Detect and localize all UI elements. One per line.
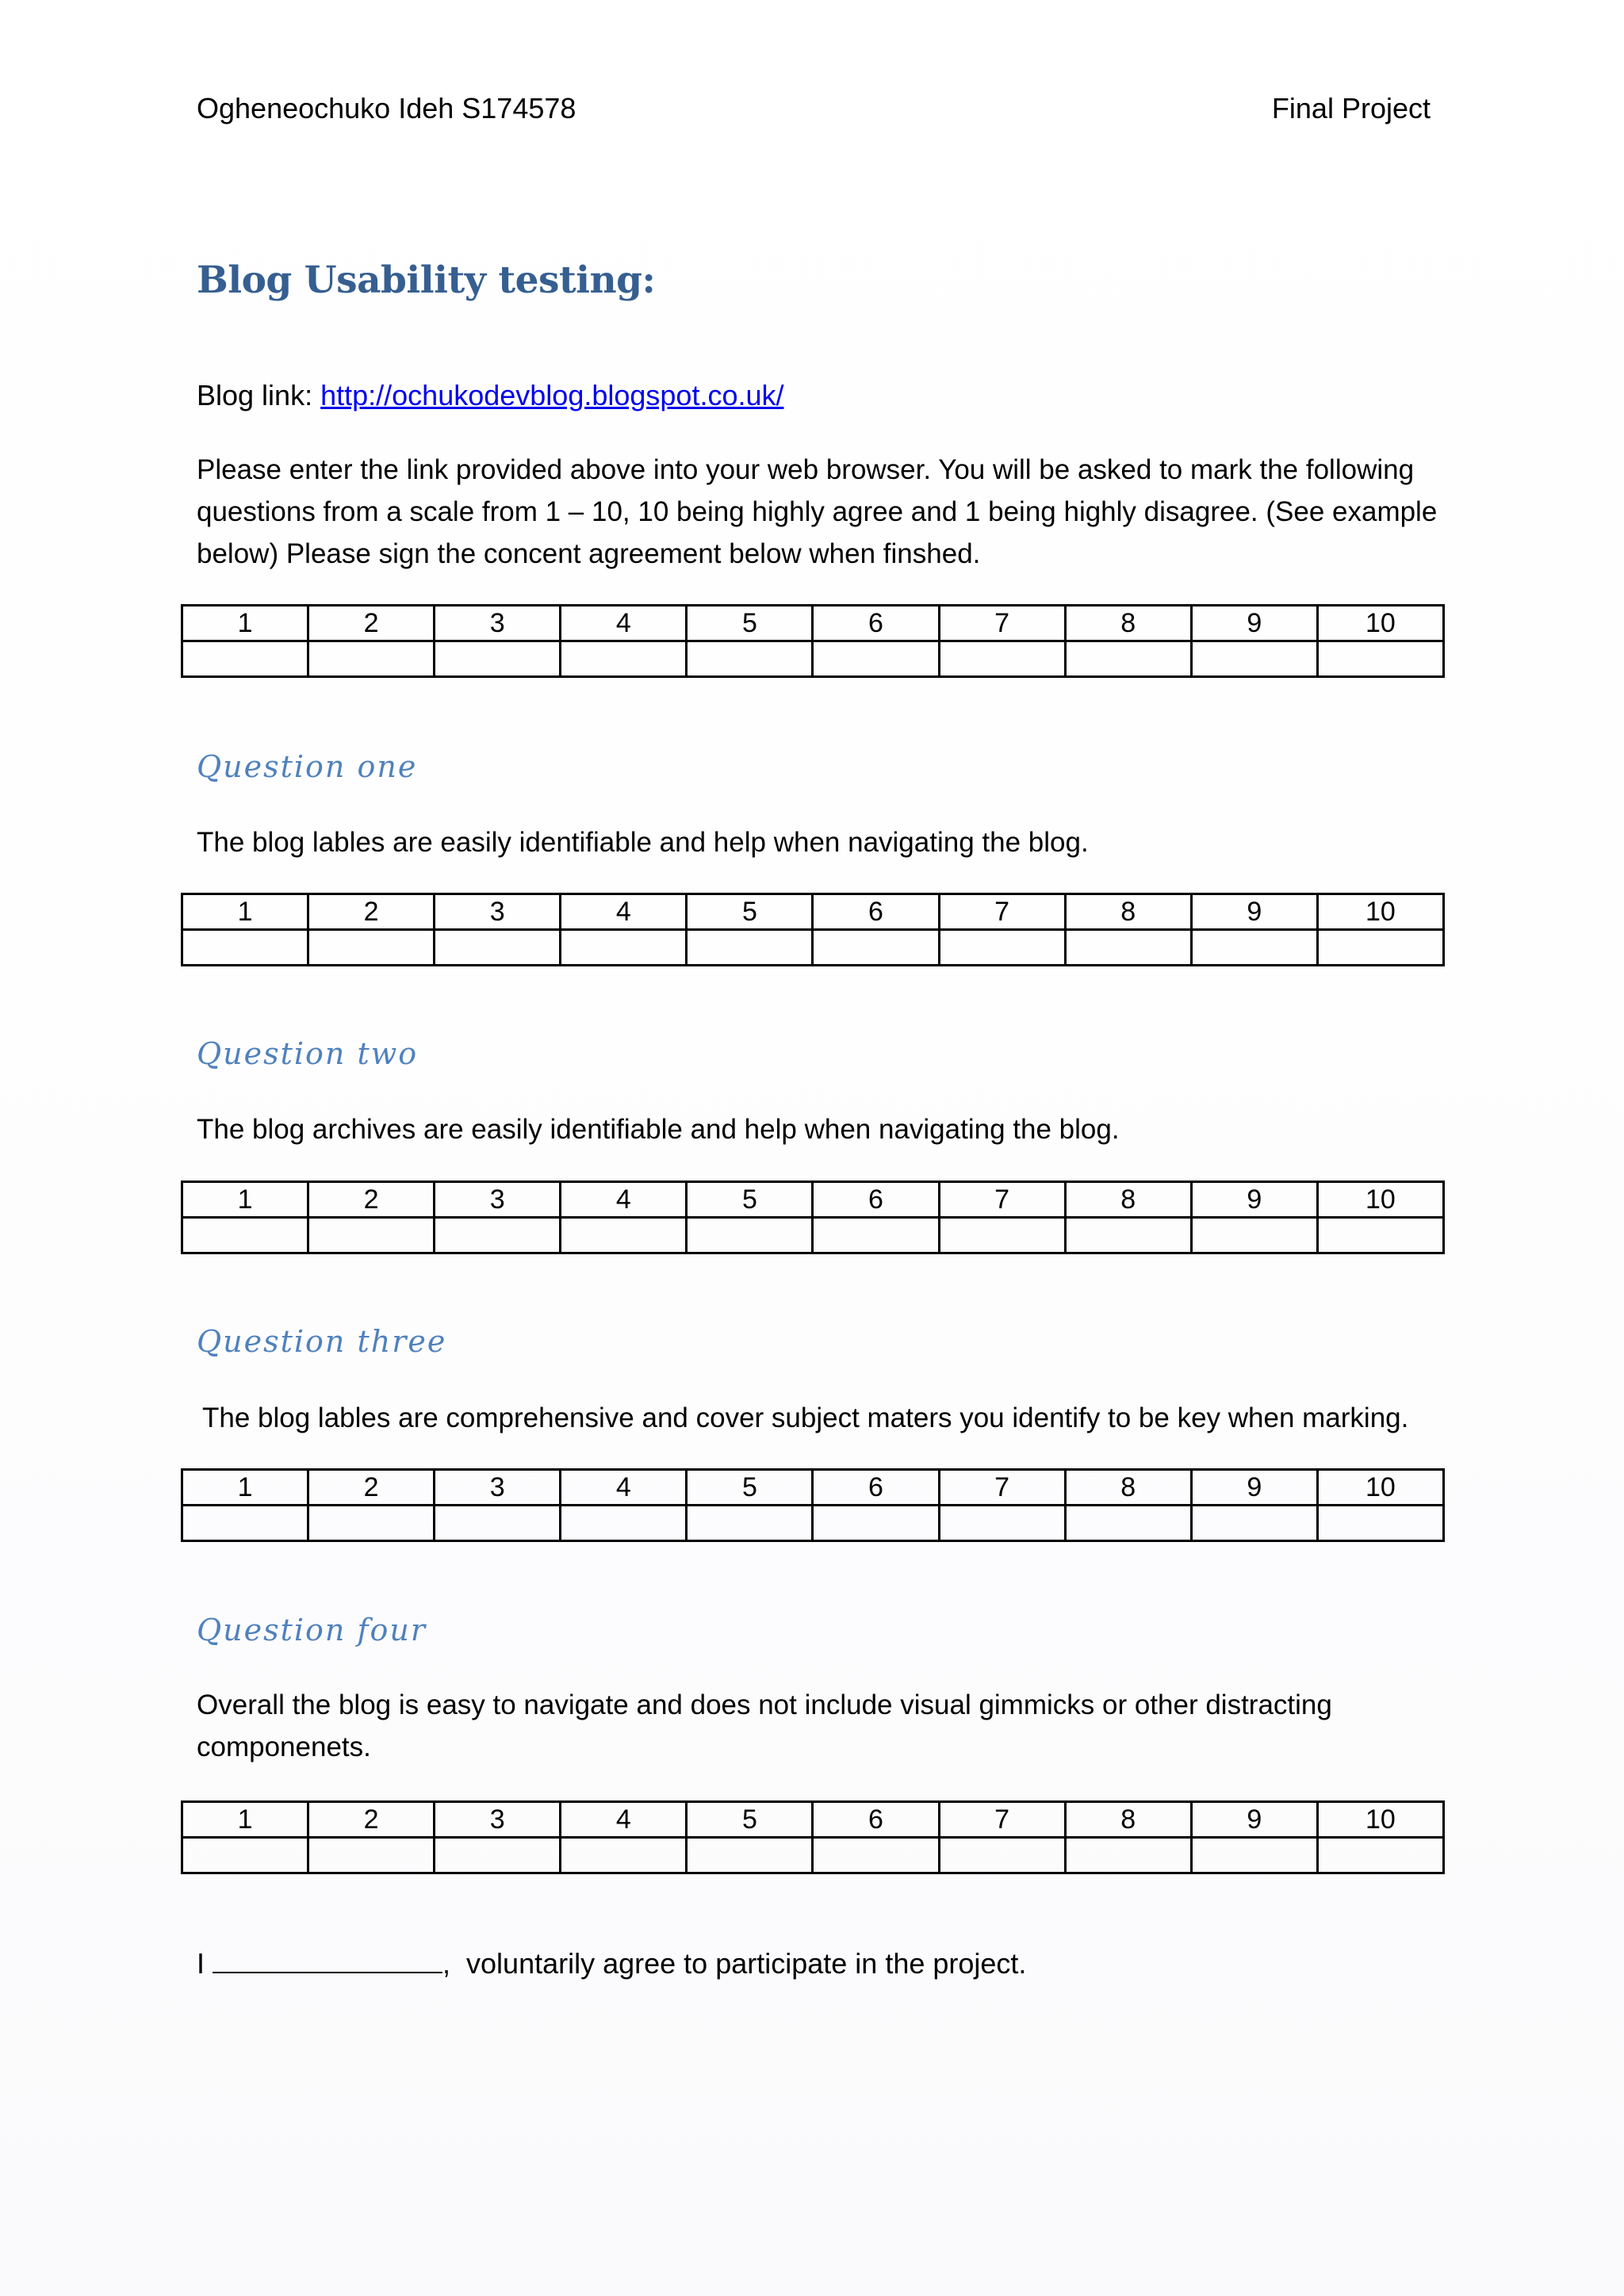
answer-cell[interactable] [1065,1838,1191,1873]
question-three-text: The blog lables are comprehensive and cover subject maters you identify to be key when marking. [202,1402,1409,1433]
answer-cell[interactable] [1065,641,1191,677]
scale-label: 4 [561,1470,687,1506]
scale-label: 3 [435,606,561,641]
scale-label: 1 [182,1182,308,1218]
scale-answer-row [182,1838,1444,1873]
answer-cell[interactable] [1191,1506,1317,1541]
answer-cell[interactable] [435,1838,561,1873]
scale-label: 8 [1065,606,1191,641]
scale-label: 9 [1191,1182,1317,1218]
answer-cell[interactable] [1191,930,1317,966]
scale-label: 4 [561,1802,687,1838]
answer-cell[interactable] [182,641,308,677]
scale-label: 9 [1191,1802,1317,1838]
answer-cell[interactable] [308,1838,435,1873]
scale-label: 2 [308,1182,435,1218]
scale-label: 1 [182,1470,308,1506]
scale-label: 1 [182,894,308,930]
answer-cell[interactable] [435,930,561,966]
scale-label: 6 [813,1182,939,1218]
answer-cell[interactable] [1065,930,1191,966]
answer-cell[interactable] [813,1218,939,1253]
scale-answer-row [182,930,1444,966]
answer-cell[interactable] [813,1838,939,1873]
scale-answer-row [182,641,1444,677]
answer-cell[interactable] [687,641,813,677]
answer-cell[interactable] [1317,1218,1443,1253]
answer-cell[interactable] [435,1218,561,1253]
scale-label: 4 [561,1182,687,1218]
answer-cell[interactable] [182,1838,308,1873]
answer-cell[interactable] [435,1506,561,1541]
scale-label: 10 [1317,1182,1443,1218]
scale-label: 5 [687,1802,813,1838]
instructions-paragraph: Please enter the link provided above into your web browser. You will be asked to mark the following questions from a scale from 1 – 10, 10 being highly agree and 1 being highly disagree. (See example below) Please sign the concent agreement below when finshed. [197,454,1438,569]
scale-label: 10 [1317,1802,1443,1838]
answer-cell[interactable] [308,1218,435,1253]
question-two-text: The blog archives are easily identifiable and help when navigating the blog. [197,1114,1120,1145]
answer-cell[interactable] [939,930,1065,966]
consent-statement [197,1947,1026,1980]
scale-answer-row [182,1506,1444,1541]
answer-cell[interactable] [1317,1506,1443,1541]
answer-cell[interactable] [813,930,939,966]
question-four-scale-table [181,1800,1445,1874]
scale-label: 3 [435,1470,561,1506]
answer-cell[interactable] [1191,641,1317,677]
scale-label: 6 [813,606,939,641]
scale-label: 8 [1065,1802,1191,1838]
answer-cell[interactable] [687,1218,813,1253]
scale-label: 9 [1191,1470,1317,1506]
scale-label: 2 [308,1470,435,1506]
answer-cell[interactable] [1191,1838,1317,1873]
question-two-heading: Question two [197,1036,419,1071]
scale-label: 7 [939,1182,1065,1218]
scale-label: 10 [1317,1470,1443,1506]
header-project: Final Project [1271,92,1431,124]
answer-cell[interactable] [1065,1218,1191,1253]
answer-cell[interactable] [308,641,435,677]
question-three-scale-table [181,1468,1445,1542]
answer-cell[interactable] [939,641,1065,677]
answer-cell[interactable] [687,1506,813,1541]
scale-label: 3 [435,1182,561,1218]
scale-label: 7 [939,1470,1065,1506]
scale-label: 2 [308,606,435,641]
scale-label: 6 [813,1802,939,1838]
answer-cell[interactable] [939,1838,1065,1873]
scale-label: 6 [813,1470,939,1506]
question-two-scale-table [181,1181,1445,1254]
scale-label: 5 [687,606,813,641]
scale-label: 7 [939,894,1065,930]
scale-label: 2 [308,894,435,930]
scale-label: 1 [182,1802,308,1838]
scale-label: 8 [1065,1182,1191,1218]
answer-cell[interactable] [687,1838,813,1873]
answer-cell[interactable] [308,1506,435,1541]
scale-header-row [182,1182,1444,1218]
question-four-heading: Question four [197,1613,427,1647]
scale-label: 3 [435,1802,561,1838]
answer-cell[interactable] [1065,1506,1191,1541]
scale-label: 1 [182,606,308,641]
answer-cell[interactable] [939,1218,1065,1253]
answer-cell[interactable] [561,1218,687,1253]
answer-cell[interactable] [182,930,308,966]
scale-label: 8 [1065,894,1191,930]
answer-cell[interactable] [1317,1838,1443,1873]
scale-header-row [182,1802,1444,1838]
example-scale-table [181,604,1445,678]
answer-cell[interactable] [561,641,687,677]
answer-cell[interactable] [687,930,813,966]
answer-cell[interactable] [435,641,561,677]
answer-cell[interactable] [1317,930,1443,966]
answer-cell[interactable] [813,641,939,677]
answer-cell[interactable] [182,1506,308,1541]
answer-cell[interactable] [813,1506,939,1541]
scale-label: 4 [561,894,687,930]
header-author: Ogheneochuko Ideh S174578 [197,92,576,124]
consent-prefix: I [197,1947,205,1980]
scale-label: 5 [687,894,813,930]
answer-cell[interactable] [1317,641,1443,677]
scale-header-row [182,894,1444,930]
scale-label: 7 [939,1802,1065,1838]
answer-cell[interactable] [561,1506,687,1541]
question-one-scale-table [181,893,1445,966]
blog-link-label: Blog link: [197,379,313,411]
scale-header-row [182,1470,1444,1506]
answer-cell[interactable] [939,1506,1065,1541]
answer-cell[interactable] [561,930,687,966]
question-four-text: Overall the blog is easy to navigate and does not include visual gimmicks or other distracting componenets. [197,1689,1332,1762]
scale-label: 3 [435,894,561,930]
scale-label: 4 [561,606,687,641]
question-one-heading: Question one [197,749,418,784]
question-three-heading: Question three [197,1324,447,1359]
answer-cell[interactable] [1191,1218,1317,1253]
scale-label: 10 [1317,894,1443,930]
question-one-text: The blog lables are easily identifiable and help when navigating the blog. [197,827,1089,858]
answer-cell[interactable] [182,1218,308,1253]
scale-label: 9 [1191,894,1317,930]
answer-cell[interactable] [308,930,435,966]
scale-label: 2 [308,1802,435,1838]
page-title: Blog Usability testing: [197,258,656,302]
scale-label: 5 [687,1470,813,1506]
scale-label: 6 [813,894,939,930]
scale-label: 10 [1317,606,1443,641]
answer-cell[interactable] [561,1838,687,1873]
scale-label: 9 [1191,606,1317,641]
blog-link-line [197,379,784,412]
signature-blank[interactable] [213,1948,442,1973]
scale-label: 8 [1065,1470,1191,1506]
consent-suffix: , voluntarily agree to participate in the project. [442,1947,1027,1980]
scale-answer-row [182,1218,1444,1253]
scale-header-row [182,606,1444,641]
scale-label: 7 [939,606,1065,641]
blog-link[interactable]: http://ochukodevblog.blogspot.co.uk/ [320,379,784,411]
scale-label: 5 [687,1182,813,1218]
